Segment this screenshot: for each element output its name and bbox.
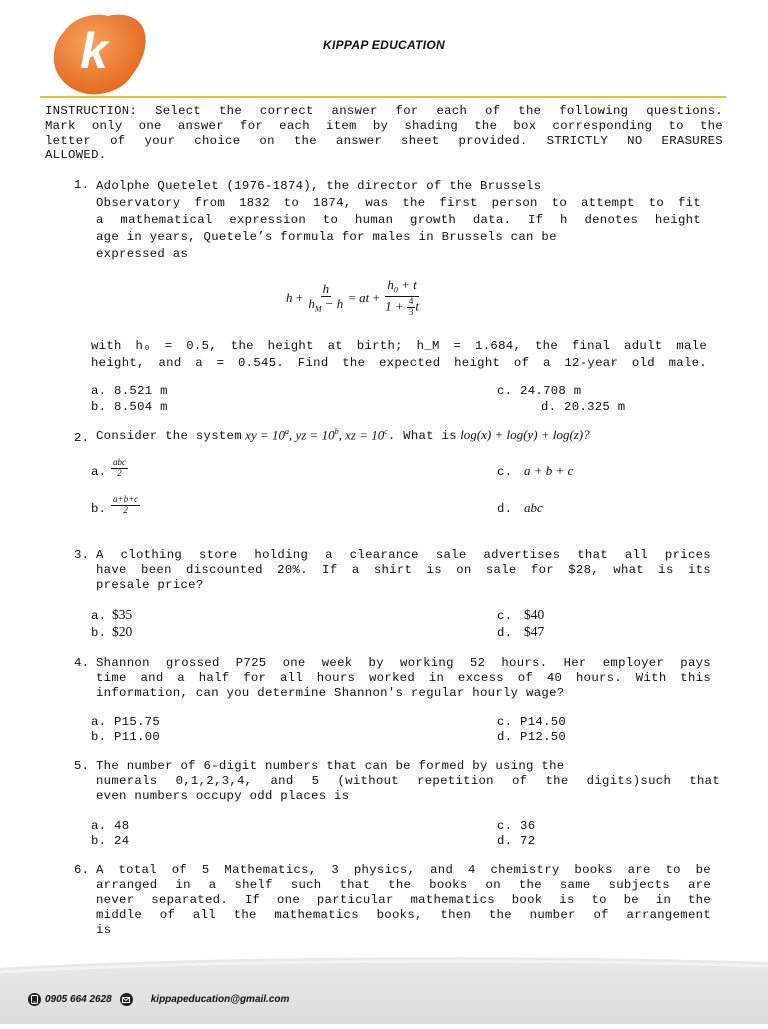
question-phrase: . What is <box>387 429 457 444</box>
instruction-line: letter of your choice on the answer sheet provided. STRICTLY NO ERASURES <box>45 133 723 148</box>
question-line: never separated. If one particular mathematics book is to be in the <box>96 893 711 907</box>
question-number: 6. <box>74 863 90 877</box>
option-d: d. 20.325 m <box>541 400 626 414</box>
header-divider <box>40 96 726 98</box>
option-b-value: $20 <box>112 624 133 639</box>
email-icon <box>120 993 133 1006</box>
question-text <box>96 759 720 804</box>
instruction-line: Mark only one answer for each item by shading the box corresponding to the <box>45 118 723 133</box>
option-a: a. P15.75 <box>91 715 161 729</box>
option-c: c. P14.50 <box>497 715 567 729</box>
option-a-label: a. <box>91 465 107 479</box>
question-text <box>96 178 701 263</box>
question-line: A clothing store holding a clearance sale advertises that all prices <box>96 548 711 562</box>
question-line: age in years, Quetele’s formula for males in Brussels can be <box>96 230 557 244</box>
option-b: b. 24 <box>91 834 130 848</box>
question-text <box>96 863 711 938</box>
option-c-formula: a + b + c <box>524 463 574 478</box>
option-c-value: $40 <box>524 607 545 622</box>
question-number: 5. <box>74 759 90 773</box>
option-b: b. 8.504 m <box>91 400 168 414</box>
option-d: d. 72 <box>497 834 536 848</box>
question-number: 2. <box>74 431 90 445</box>
question-line: is <box>96 923 112 937</box>
option-d-label: d. <box>497 626 513 640</box>
phone-icon <box>28 993 41 1006</box>
email-address[interactable]: kippapeducation@gmail.com <box>150 994 290 1005</box>
question-line: expressed as <box>96 247 189 261</box>
option-a-formula: abc 2 <box>113 457 126 478</box>
question-line: height, and a = 0.545. Find the expected height of a 12-year old male. <box>91 356 707 370</box>
question-line: arranged in a shelf such that the books on the same subjects are <box>96 878 711 892</box>
logo <box>50 12 148 98</box>
question-line: information, can you determine Shannon's regular hourly wage? <box>96 686 565 700</box>
question-number: 1. <box>74 178 90 192</box>
instruction-line: ALLOWED. <box>45 148 107 163</box>
question-line: The number of 6-digit numbers that can be formed by using the <box>96 759 565 773</box>
option-c: c. 24.708 m <box>497 384 582 398</box>
question-line: Adolphe Quetelet (1976-1874), the director of the Brussels <box>96 179 542 193</box>
system-equation: xy = $10^a$, yz = $10^b$, xz = $10^c$ <box>241 427 388 443</box>
question-line: time and a half for all hours worked in excess of 40 hours. With this <box>96 671 711 685</box>
question-line: numerals 0,1,2,3,4, and 5 (without repetition of the digits)such that <box>96 774 720 788</box>
question-number: 3. <box>74 548 90 562</box>
quetelet-formula: h + $\frac{h}{h_M - h}$ = at + $h_0 + t$ 1 + $\frac{4}{3}$ t <box>286 277 420 317</box>
footer-wave-icon <box>0 950 768 1024</box>
question-text-after <box>91 338 707 372</box>
log-expression: log(x) + log(y) + log(z)? <box>456 427 590 443</box>
question-line: have been discounted 20%. If a shirt is on sale for $28, what is its <box>96 563 711 577</box>
question-line: presale price? <box>96 578 204 592</box>
question-phrase: Consider the system <box>96 429 242 444</box>
option-b: b. P11.00 <box>91 730 161 744</box>
option-d: d. P12.50 <box>497 730 567 744</box>
question-text <box>96 548 711 593</box>
option-a: a. 8.521 m <box>91 384 168 398</box>
question-number: 4. <box>74 656 90 670</box>
footer-contact <box>28 993 289 1006</box>
question-text <box>96 656 711 701</box>
footer-band <box>0 950 768 1024</box>
org-name: KIPPAP EDUCATION <box>323 38 445 52</box>
option-d-value: $47 <box>524 624 545 639</box>
option-c: c. 36 <box>497 819 536 833</box>
instruction-line: INSTRUCTION: Select the correct answer for each of the following questions. <box>45 104 723 118</box>
option-b-label: b. <box>91 502 107 516</box>
option-a-label: a. <box>91 609 107 623</box>
option-d-formula: abc <box>524 500 543 515</box>
instruction-block <box>45 104 723 163</box>
question-line: Shannon grossed P725 one week by working 52 hours. Her employer pays <box>96 656 711 670</box>
option-b-formula: $\frac{a+b+c}{2}$ <box>113 494 139 515</box>
option-a: a. 48 <box>91 819 130 833</box>
question-line: middle of all the mathematics books, then the number of arrangement <box>96 908 711 922</box>
question-line: Observatory from 1832 to 1874, was the first person to attempt to fit <box>96 196 701 210</box>
option-a-value: $35 <box>112 607 133 622</box>
question-line: A total of 5 Mathematics, 3 physics, and 4 chemistry books are to be <box>96 863 711 877</box>
question-line: with h₀ = 0.5, the height at birth; h_M = 1.684, the final adult male <box>91 339 707 353</box>
question-text <box>96 427 590 443</box>
logo-letter: k <box>80 23 108 79</box>
option-c-label: c. <box>497 465 513 479</box>
option-b-label: b. <box>91 626 107 640</box>
phone-number[interactable]: 0905 664 2628 <box>45 994 112 1005</box>
option-c-label: c. <box>497 609 513 623</box>
question-line: even numbers occupy odd places is <box>96 789 350 803</box>
option-d-label: d. <box>497 502 513 516</box>
question-line: a mathematical expression to human growth data. If h denotes height <box>96 213 701 227</box>
